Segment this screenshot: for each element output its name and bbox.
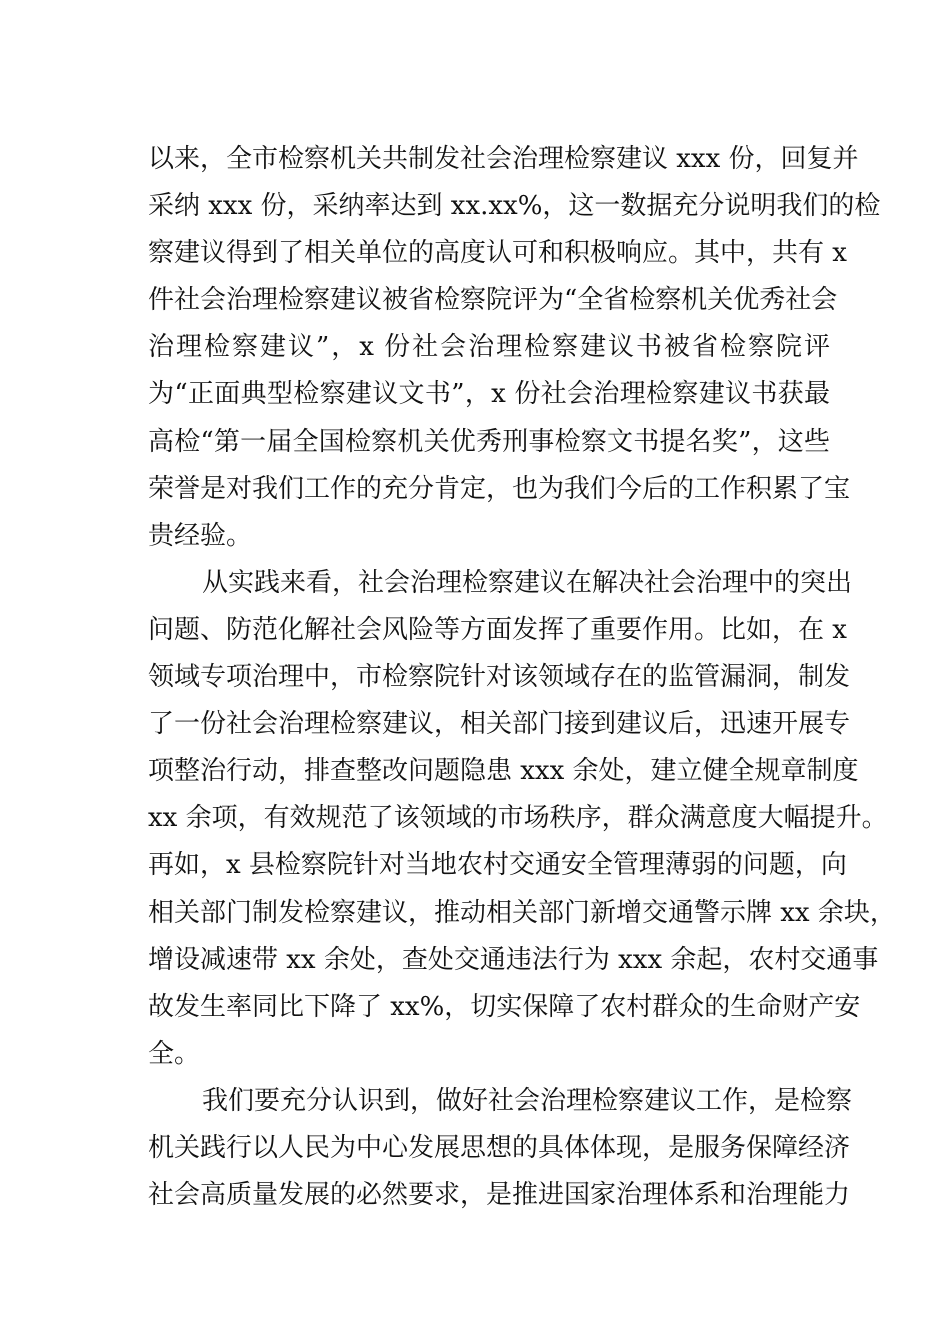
- text-line: 问题、防范化解社会风险等方面发挥了重要作用。比如，在 x: [148, 614, 847, 645]
- text-line: xx 余项，有效规范了该领域的市场秩序，群众满意度大幅提升。: [148, 803, 888, 834]
- text-line: 我们要充分认识到，做好社会治理检察建议工作，是检察: [202, 1085, 853, 1116]
- text-line: 从实践来看，社会治理检察建议在解决社会治理中的突出: [202, 567, 853, 598]
- text-line: 相关部门制发检察建议，推动相关部门新增交通警示牌 xx 余块，: [148, 897, 896, 928]
- text-line: 治理检察建议”，x 份社会治理检察建议书被省检察院评: [148, 332, 830, 363]
- text-line: 项整治行动，排查整改问题隐患 xxx 余处，建立健全规章制度: [148, 756, 859, 787]
- text-line: 贵经验。: [148, 520, 253, 551]
- text-line: 社会高质量发展的必然要求，是推进国家治理体系和治理能力: [148, 1180, 851, 1211]
- text-line: 件社会治理检察建议被省检察院评为“全省检察机关优秀社会: [148, 285, 838, 316]
- text-line: 采纳 xxx 份，采纳率达到 xx.xx%，这一数据充分说明我们的检: [148, 191, 881, 222]
- text-line: 增设减速带 xx 余处，查处交通违法行为 xxx 余起，农村交通事: [148, 944, 879, 975]
- text-line: 机关践行以人民为中心发展思想的具体体现，是服务保障经济: [148, 1132, 851, 1163]
- text-line: 再如，x 县检察院针对当地农村交通安全管理薄弱的问题，向: [148, 850, 847, 881]
- text-line: 领域专项治理中，市检察院针对该领域存在的监管漏洞，制发: [148, 662, 851, 693]
- text-line: 以来，全市检察机关共制发社会治理检察建议 xxx 份，回复并: [148, 144, 859, 174]
- document-body: [148, 136, 896, 1219]
- text-line: 为“正面典型检察建议文书”，x 份社会治理检察建议书获最: [148, 379, 830, 410]
- text-line: 高检“第一届全国检察机关优秀刑事检察文书提名奖”，这些: [148, 426, 830, 457]
- text-line: 察建议得到了相关单位的高度认可和积极响应。其中，共有 x: [148, 238, 847, 269]
- text-line: 故发生率同比下降了 xx%，切实保障了农村群众的生命财产安: [148, 991, 861, 1022]
- text-line: 荣誉是对我们工作的充分肯定，也为我们今后的工作积累了宝: [148, 473, 851, 504]
- text-line: 了一份社会治理检察建议，相关部门接到建议后，迅速开展专: [148, 709, 851, 740]
- text-line: 全。: [148, 1038, 201, 1069]
